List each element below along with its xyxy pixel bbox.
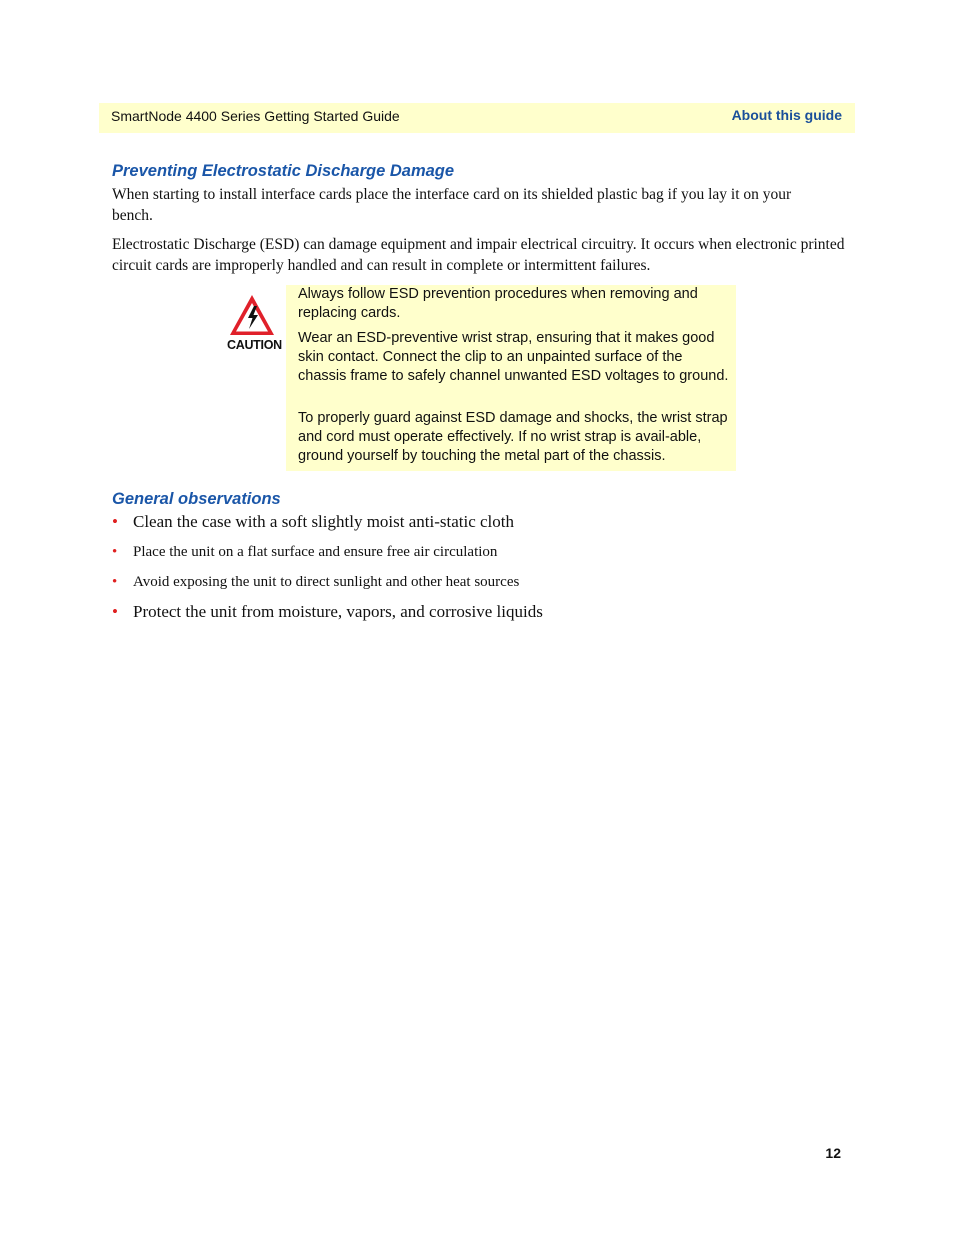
page-header bbox=[99, 103, 855, 133]
bullet-icon: • bbox=[112, 574, 118, 590]
caution-notice-icon bbox=[227, 293, 282, 357]
caution-paragraph-1: Always follow ESD prevention procedures when removing and replacing cards. bbox=[298, 286, 698, 321]
caution-lightning-icon bbox=[227, 293, 277, 337]
esd-paragraph-2: Electrostatic Discharge (ESD) can damage equipment and impair electrical circuitry. It occurs when electronic printed circuit cards are improperly handled and can result in complete or intermittent failures. bbox=[112, 236, 845, 274]
general-heading: General observations bbox=[112, 490, 281, 508]
bullet-icon: • bbox=[112, 544, 118, 560]
caution-paragraph-2: Wear an ESD-preventive wrist strap, ensuring that it makes good skin contact. Connect the clip to an unpainted surface of the chassis frame to safely channel unwanted ESD voltages to ground. bbox=[298, 330, 729, 384]
caution-box bbox=[286, 285, 736, 471]
page-number: 12 bbox=[825, 1145, 841, 1161]
section-link[interactable]: About this guide bbox=[731, 107, 842, 123]
caution-label: CAUTION bbox=[227, 338, 282, 352]
esd-heading: Preventing Electrostatic Discharge Damage bbox=[112, 162, 455, 180]
list-item-text: Avoid exposing the unit to direct sunlight and other heat sources bbox=[133, 574, 520, 590]
list-item bbox=[112, 512, 514, 532]
document-title: SmartNode 4400 Series Getting Started Guide bbox=[111, 108, 400, 124]
caution-paragraph-3: To properly guard against ESD damage and shocks, the wrist strap and cord must operate effectively. If no wrist strap is avail-able, ground yourself by touching the metal part of the chassis. bbox=[298, 410, 728, 464]
list-item bbox=[112, 574, 519, 591]
bullet-icon: • bbox=[112, 602, 118, 621]
list-item-text: Place the unit on a flat surface and ensure free air circulation bbox=[133, 544, 498, 560]
bullet-icon: • bbox=[112, 512, 118, 531]
list-item bbox=[112, 544, 497, 561]
list-item bbox=[112, 602, 543, 622]
esd-paragraph-1: When starting to install interface cards place the interface card on its shielded plastic bag if you lay it on your bench. bbox=[112, 186, 792, 224]
list-item-text: Clean the case with a soft slightly moist anti-static cloth bbox=[133, 512, 515, 531]
list-item-text: Protect the unit from moisture, vapors, and corrosive liquids bbox=[133, 602, 543, 621]
